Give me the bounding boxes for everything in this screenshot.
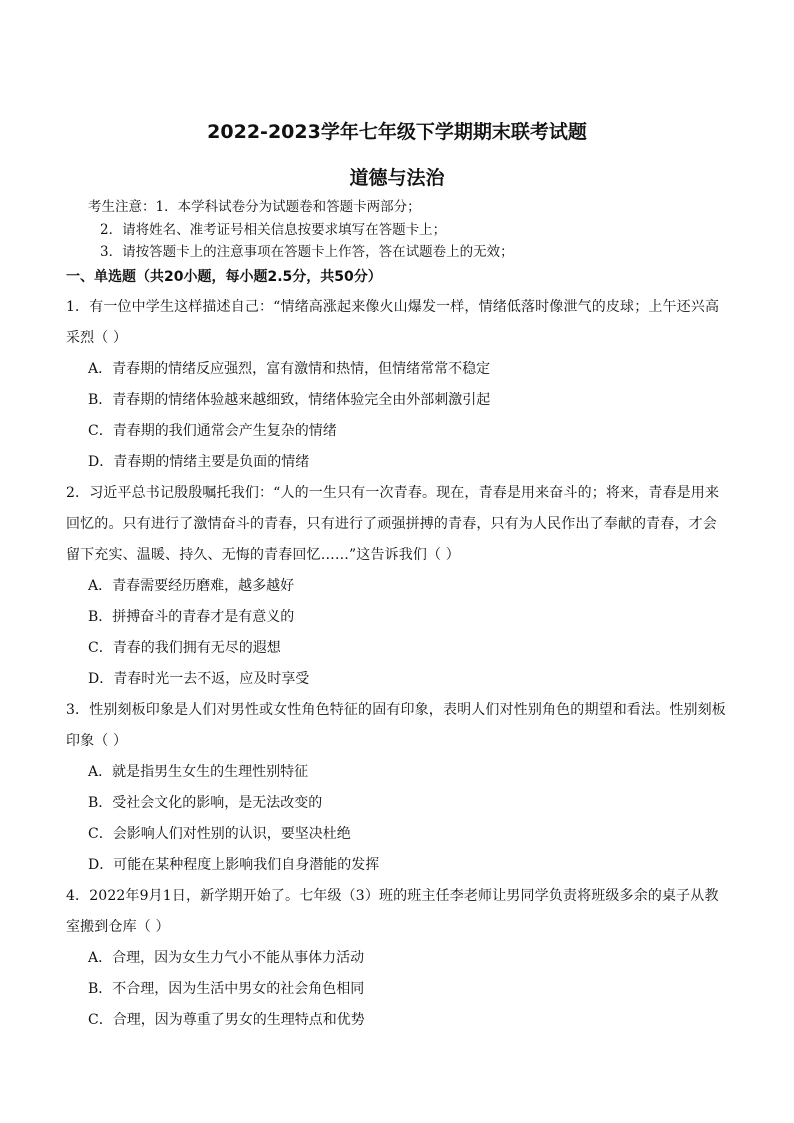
notice-line-3: 3．请按答题卡上的注意事项在答题卡上作答，答在试题卷上的无效； [100,244,514,260]
question-stem: 1．有一位中学生这样描述自己：“情绪高涨起来像火山爆发一样，情绪低落时像泄气的皮球；上午还兴高采烈（ ） [66,298,720,346]
subject-title: 道德与法治 [349,167,445,189]
notice-line-1: 考生注意：1．本学科试卷分为试题卷和答题卡两部分； [88,199,421,215]
option-d: D．青春期的情绪主要是负面的情绪 [88,453,310,470]
option-c: C．青春期的我们通常会产生复杂的情绪 [88,422,337,439]
question-stem: 2．习近平总书记殷殷嘱托我们：“人的一生只有一次青春。现在，青春是用来奋斗的；将来，青春是用来回忆的。只有进行了激情奋斗的青春，只有进行了顽强拼搏的青春，只有为人民作出了奉献的青春，才会留下充实、温暖、持久、无悔的青春回忆……”这告诉我们（ ） [66,484,720,563]
option-b: B．不合理，因为生活中男女的社会角色相同 [88,980,365,997]
option-a: A．就是指男生女生的生理性别特征 [88,763,309,780]
option-c: C．合理，因为尊重了男女的生理特点和优势 [88,1011,365,1028]
option-a: A．青春需要经历磨难，越多越好 [88,577,295,594]
question-4 [66,881,728,1036]
question-stem: 3．性别刻板印象是人们对男性或女性角色特征的固有印象，表明人们对性别角色的期望和看法。性别刻板印象（ ） [66,701,726,749]
option-a: A．合理，因为女生力气小不能从事体力活动 [88,949,365,966]
exam-notices [66,196,728,264]
question-2 [66,478,728,695]
option-b: B．受社会文化的影响，是无法改变的 [88,794,323,811]
option-d: D．青春时光一去不返，应及时享受 [88,670,310,687]
question-stem: 4．2022年9月1日，新学期开始了。七年级（3）班的班主任李老师让男同学负责将班级多余的桌子从教室搬到仓库（ ） [66,887,719,935]
option-c: C．会影响人们对性别的认识，要坚决杜绝 [88,825,351,842]
option-b: B．青春期的情绪体验越来越细致，情绪体验完全由外部刺激引起 [88,391,491,408]
option-d: D．可能在某种程度上影响我们自身潜能的发挥 [88,856,380,873]
exam-title: 2022-2023学年七年级下学期期末联考试题 [207,121,587,143]
section-title: 一、单选题（共20小题，每小题2.5分，共50分） [66,268,382,285]
option-a: A．青春期的情绪反应强烈，富有激情和热情，但情绪常常不稳定 [88,360,491,377]
question-3 [66,695,728,881]
option-b: B．拼搏奋斗的青春才是有意义的 [88,608,295,625]
notice-line-2: 2．请将姓名、准考证号相关信息按要求填写在答题卡上； [100,221,447,238]
question-1 [66,292,728,478]
option-c: C．青春的我们拥有无尽的遐想 [88,639,281,656]
